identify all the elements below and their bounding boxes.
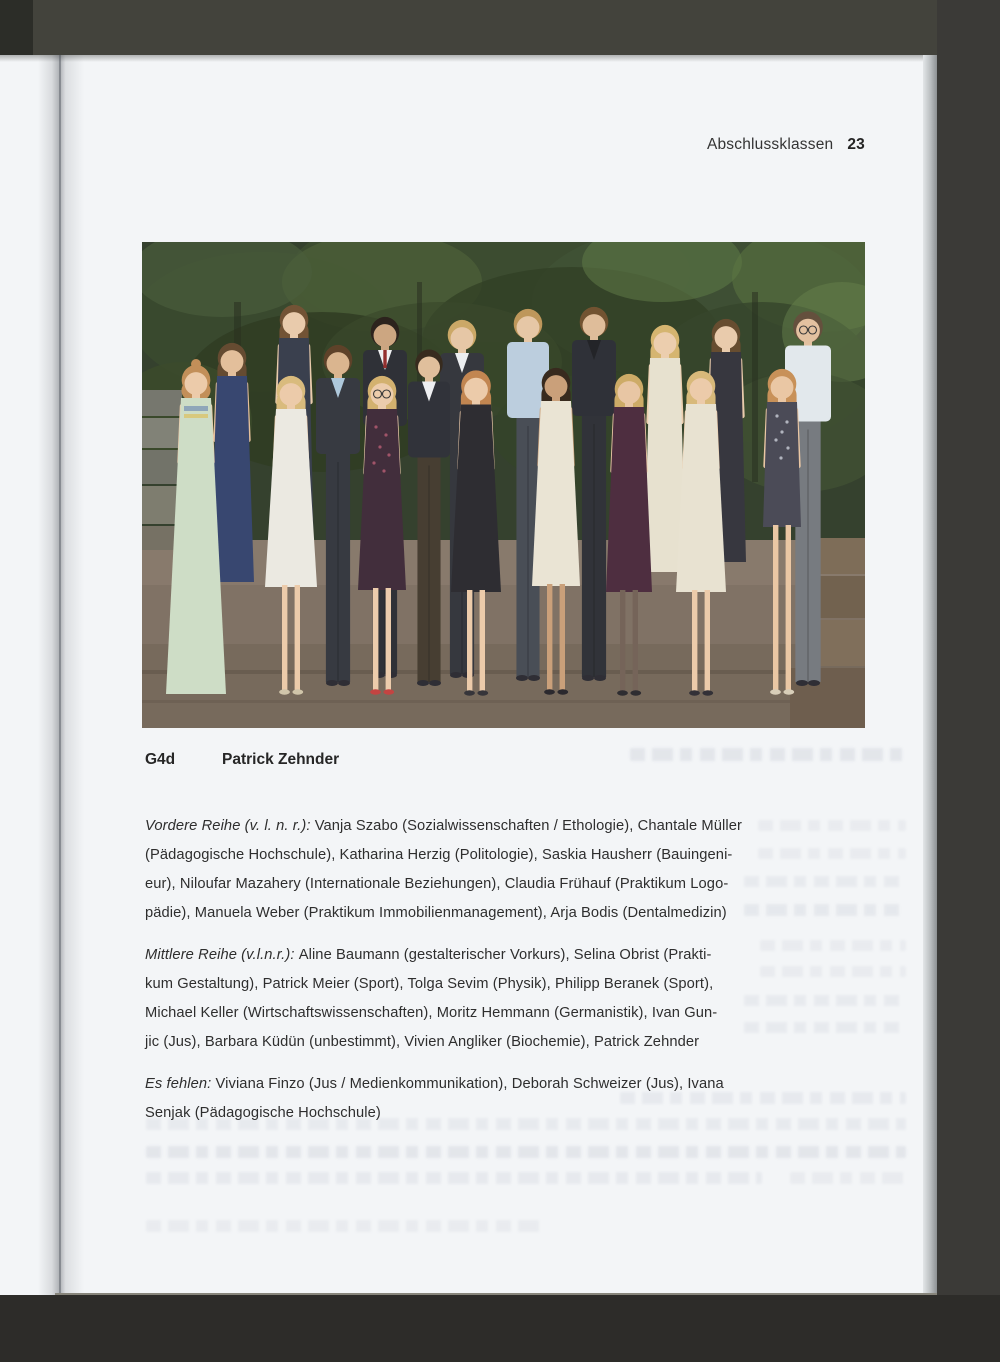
bleed-through-text [146, 1220, 546, 1232]
page-number: 23 [847, 136, 865, 153]
class-code: G4d [145, 751, 176, 768]
class-photo [142, 242, 865, 728]
paragraph-missing [145, 1070, 785, 1128]
page-gutter-line [59, 55, 61, 1295]
text-line: eur), Niloufar Mazahery (Internationale Beziehungen), Claudia Frühauf (Praktikum Logo- [145, 876, 729, 892]
page-stack-edge [923, 55, 937, 1295]
caption-text-block [145, 812, 785, 1141]
paragraph-lead: Vordere Reihe (v. l. n. r.): [145, 818, 315, 834]
paragraph-middle-row [145, 941, 785, 1057]
text-span: Aline Baumann (gestalterischer Vorkurs), Selina Obrist (Prakti- [298, 947, 712, 963]
page-top-shadow [0, 55, 937, 62]
page-gutter-shadow [38, 55, 84, 1295]
text-line: Senjak (Pädagogische Hochschule) [145, 1105, 381, 1121]
background-right-band [937, 0, 1000, 1362]
text-span: Vanja Szabo (Sozialwissenschaften / Ethologie), Chantale Müller [314, 818, 742, 834]
text-line [145, 941, 785, 970]
paragraph-lead: Es fehlen: [145, 1076, 216, 1092]
text-line: kum Gestaltung), Patrick Meier (Sport), Tolga Sevim (Physik), Philipp Beranek (Sport), [145, 976, 714, 992]
text-line [145, 1070, 785, 1099]
text-span: Viviana Finzo (Jus / Medienkommunikation), Deborah Schweizer (Jus), Ivana [215, 1076, 724, 1092]
bleed-through-text [790, 1172, 906, 1184]
background-top-left-corner [0, 0, 33, 55]
text-line: pädie), Manuela Weber (Praktikum Immobilienmanagement), Arja Bodis (Dentalmedizin) [145, 905, 727, 921]
class-teacher-name: Patrick Zehnder [222, 751, 340, 768]
text-line: Michael Keller (Wirtschaftswissenschaften), Moritz Hemmann (Germanistik), Ivan Gun- [145, 1005, 718, 1021]
text-line: (Pädagogische Hochschule), Katharina Herzig (Politologie), Saskia Hausherr (Bauingeni- [145, 847, 733, 863]
page-header [560, 136, 865, 154]
paragraph-front-row [145, 812, 785, 928]
bleed-through-text [146, 1146, 906, 1158]
text-line: jic (Jus), Barbara Küdün (unbestimmt), Vivien Angliker (Biochemie), Patrick Zehnder [145, 1034, 700, 1050]
background-top-band [0, 0, 1000, 55]
section-title: Abschlussklassen [706, 136, 834, 153]
bleed-through-text [146, 1172, 762, 1184]
paragraph-lead: Mittlere Reihe (v.l.n.r.): [145, 947, 299, 963]
class-photo-illustration [142, 242, 865, 728]
bleed-through-text [630, 748, 906, 761]
background-bottom-band [0, 1295, 1000, 1362]
text-line [145, 812, 785, 841]
